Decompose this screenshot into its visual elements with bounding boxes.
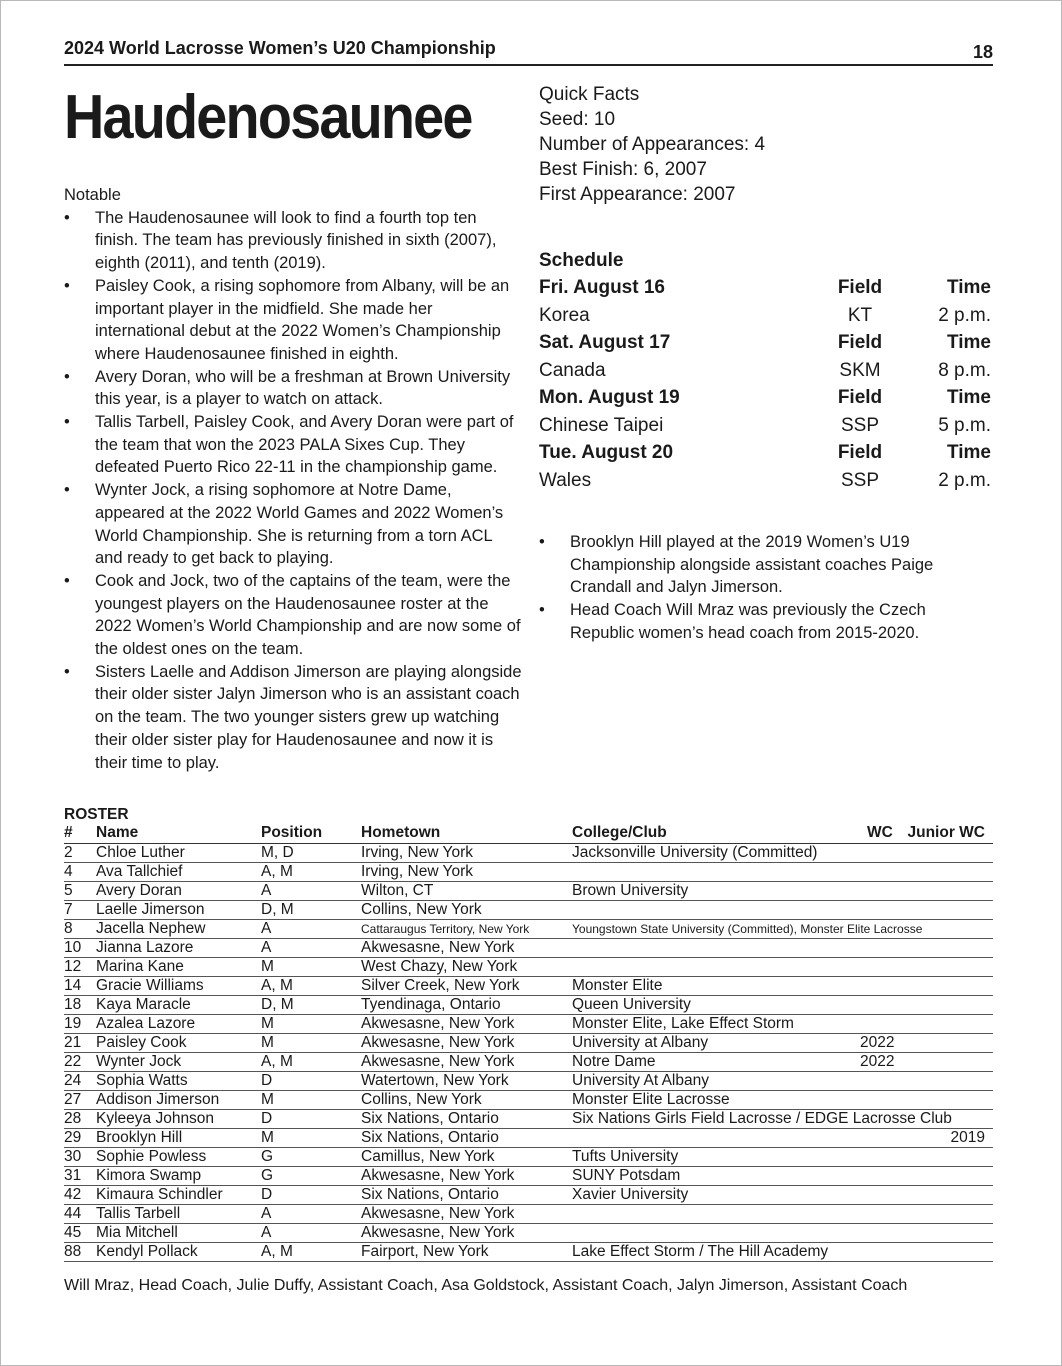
fact-seed: Seed: 10: [539, 109, 616, 130]
col-wc: WC: [867, 824, 893, 841]
schedule-opponent: Wales: [539, 469, 592, 491]
player-position: A, M: [261, 977, 293, 994]
player-name: Jianna Lazore: [96, 939, 194, 956]
roster-row: [64, 996, 993, 1015]
player-hometown: Tyendinaga, Ontario: [361, 996, 501, 1013]
player-position: D: [261, 1072, 273, 1089]
player-hometown: Silver Creek, New York: [361, 977, 520, 994]
player-hometown: Akwesasne, New York: [361, 1205, 515, 1222]
schedule-field-label: Field: [837, 387, 883, 408]
roster-row: [64, 1129, 993, 1148]
roster-row: [64, 901, 993, 920]
schedule-date-row: [539, 439, 991, 467]
player-position: A: [261, 882, 272, 899]
player-position: A, M: [261, 863, 293, 880]
schedule-field: SSP: [840, 469, 880, 491]
schedule-date: Mon. August 19: [539, 387, 680, 408]
player-number: 44: [64, 1205, 82, 1222]
player-name: Kyleeya Johnson: [96, 1110, 215, 1127]
roster-row: [64, 1243, 993, 1262]
player-position: M: [261, 1015, 274, 1032]
player-hometown: Cattaraugus Territory, New York: [361, 922, 530, 936]
player-number: 21: [64, 1034, 82, 1051]
col-position: Position: [261, 824, 323, 841]
schedule-date-row: [539, 384, 991, 412]
player-number: 30: [64, 1148, 82, 1165]
player-position: A: [261, 1205, 272, 1222]
schedule-time: 5 p.m.: [938, 414, 991, 436]
player-position: A: [261, 1224, 272, 1241]
roster-table: [64, 806, 993, 1262]
player-number: 12: [64, 958, 82, 975]
notable-item: • Avery Doran, who will be a freshman at Brown University this year, is a player to watch on attack.: [64, 366, 524, 411]
roster-row: [64, 1091, 993, 1110]
player-hometown: Akwesasne, New York: [361, 1224, 515, 1241]
schedule-field: KT: [847, 304, 873, 326]
schedule-field-label: Field: [837, 277, 883, 298]
player-number: 5: [64, 882, 73, 899]
player-name: Kimora Swamp: [96, 1167, 202, 1184]
notable-item: • Sisters Laelle and Addison Jimerson are playing alongside their older sister Jalyn Jimerson who is an assistant coach on the team. The two younger sisters grew up watching their older sister play for Haudenosaunee and now it is their time to play.: [64, 661, 524, 775]
player-name: Addison Jimerson: [96, 1091, 220, 1108]
player-hometown: Akwesasne, New York: [361, 1167, 515, 1184]
schedule-time: 2 p.m.: [938, 469, 991, 491]
player-position: G: [261, 1148, 274, 1165]
player-number: 4: [64, 863, 73, 880]
player-college: Six Nations Girls Field Lacrosse / EDGE Lacrosse Club: [572, 1110, 952, 1127]
roster-row: [64, 1224, 993, 1243]
player-wc: 2022: [860, 1034, 895, 1051]
player-name: Laelle Jimerson: [96, 901, 205, 918]
schedule-date: Fri. August 16: [539, 277, 665, 298]
player-number: 22: [64, 1053, 82, 1070]
roster-row: [64, 1015, 993, 1034]
player-college: Monster Elite, Lake Effect Storm: [572, 1015, 794, 1032]
notable-section: [64, 184, 524, 774]
additional-notes-list: [539, 531, 959, 645]
player-name: Marina Kane: [96, 958, 184, 975]
roster-row: [64, 1186, 993, 1205]
schedule-time: 2 p.m.: [938, 304, 991, 326]
roster-row: [64, 958, 993, 977]
schedule-time-label: Time: [946, 387, 991, 408]
schedule-game-row: [539, 302, 991, 330]
player-college: Queen University: [572, 996, 691, 1013]
roster-header-row: [64, 823, 993, 844]
player-college: Monster Elite Lacrosse: [572, 1091, 730, 1108]
schedule: [539, 248, 991, 494]
fact-best-finish: Best Finish: 6, 2007: [539, 159, 707, 180]
player-name: Kaya Maracle: [96, 996, 191, 1013]
player-name: Kendyl Pollack: [96, 1243, 198, 1260]
player-college: Monster Elite: [572, 977, 663, 994]
schedule-time-label: Time: [946, 277, 991, 298]
additional-note: • Brooklyn Hill played at the 2019 Women’s U19 Championship alongside assistant coaches Paige Crandall and Jalyn Jimerson.: [539, 531, 959, 599]
player-name: Mia Mitchell: [96, 1224, 178, 1241]
player-name: Ava Tallchief: [96, 863, 183, 880]
player-name: Brooklyn Hill: [96, 1129, 183, 1146]
player-hometown: Watertown, New York: [361, 1072, 509, 1089]
player-name: Avery Doran: [96, 882, 182, 899]
roster-row: [64, 1148, 993, 1167]
player-position: M: [261, 1129, 274, 1146]
player-number: 14: [64, 977, 82, 994]
player-name: Paisley Cook: [96, 1034, 187, 1051]
player-position: D, M: [261, 996, 294, 1013]
player-college: Notre Dame: [572, 1053, 656, 1070]
player-hometown: Akwesasne, New York: [361, 939, 515, 956]
page-header: [64, 38, 993, 66]
col-hometown: Hometown: [361, 824, 441, 841]
roster-row: [64, 1053, 993, 1072]
player-college: Brown University: [572, 882, 689, 899]
player-number: 31: [64, 1167, 82, 1184]
coaching-staff: Will Mraz, Head Coach, Julie Duffy, Assistant Coach, Asa Goldstock, Assistant Coach, Jalyn Jimerson, Assistant Coach: [64, 1277, 908, 1294]
roster-row: [64, 1167, 993, 1186]
player-position: A: [261, 920, 272, 937]
player-college: Jacksonville University (Committed): [572, 844, 818, 861]
player-name: Sophie Powless: [96, 1148, 207, 1165]
player-number: 42: [64, 1186, 82, 1203]
player-name: Kimaura Schindler: [96, 1186, 223, 1203]
player-number: 24: [64, 1072, 82, 1089]
col-name: Name: [96, 824, 139, 841]
player-hometown: Wilton, CT: [361, 882, 434, 899]
player-number: 29: [64, 1129, 82, 1146]
additional-notes: [539, 531, 959, 645]
roster-row: [64, 920, 993, 939]
player-position: M: [261, 1091, 274, 1108]
roster-row: [64, 1110, 993, 1129]
schedule-field-label: Field: [837, 332, 883, 353]
player-wc: 2022: [860, 1053, 895, 1070]
player-college: Lake Effect Storm / The Hill Academy: [572, 1243, 829, 1260]
player-hometown: Six Nations, Ontario: [361, 1129, 499, 1146]
player-college: University at Albany: [572, 1034, 709, 1051]
player-number: 19: [64, 1015, 82, 1032]
player-name: Gracie Williams: [96, 977, 204, 994]
player-position: A, M: [261, 1243, 293, 1260]
player-name: Sophia Watts: [96, 1072, 188, 1089]
schedule-time: 8 p.m.: [938, 359, 991, 381]
schedule-date: Sat. August 17: [539, 332, 671, 353]
player-name: Tallis Tarbell: [96, 1205, 181, 1222]
notable-label: Notable: [64, 186, 121, 204]
schedule-title: Schedule: [539, 250, 624, 271]
roster-row: [64, 1205, 993, 1224]
player-position: A, M: [261, 1053, 293, 1070]
schedule-field-label: Field: [837, 442, 883, 463]
player-name: Wynter Jock: [96, 1053, 182, 1070]
roster-row: [64, 1072, 993, 1091]
player-position: G: [261, 1167, 274, 1184]
schedule-time-label: Time: [946, 442, 991, 463]
roster-row: [64, 863, 993, 882]
schedule-opponent: Korea: [539, 304, 590, 326]
player-position: D: [261, 1186, 273, 1203]
player-hometown: Six Nations, Ontario: [361, 1110, 499, 1127]
player-position: M: [261, 958, 274, 975]
player-hometown: Six Nations, Ontario: [361, 1186, 499, 1203]
notable-item: • The Haudenosaunee will look to find a fourth top ten finish. The team has previously finished in sixth (2007), eighth (2011), and tenth (2019).: [64, 207, 524, 275]
schedule-field: SSP: [840, 414, 880, 436]
fact-first-appearance: First Appearance: 2007: [539, 184, 736, 205]
roster-row: [64, 977, 993, 996]
notable-item: • Tallis Tarbell, Paisley Cook, and Avery Doran were part of the team that won the 2023 PALA Sixes Cup. They defeated Puerto Rico 22-11 in the championship game.: [64, 411, 524, 479]
additional-note: • Head Coach Will Mraz was previously the Czech Republic women’s head coach from 2015-2020.: [539, 599, 959, 644]
player-hometown: Camillus, New York: [361, 1148, 495, 1165]
player-position: A: [261, 939, 272, 956]
col-num: #: [64, 824, 73, 841]
player-junior-wc: 2019: [950, 1129, 985, 1146]
roster-title: ROSTER: [64, 806, 129, 823]
player-name: Azalea Lazore: [96, 1015, 196, 1032]
player-number: 8: [64, 920, 73, 937]
player-hometown: West Chazy, New York: [361, 958, 518, 975]
player-hometown: Irving, New York: [361, 863, 473, 880]
player-college: Xavier University: [572, 1186, 689, 1203]
roster-row: [64, 844, 993, 863]
page-number: 18: [972, 42, 993, 62]
schedule-game-row: [539, 412, 991, 440]
player-hometown: Collins, New York: [361, 1091, 482, 1108]
player-hometown: Akwesasne, New York: [361, 1053, 515, 1070]
player-hometown: Akwesasne, New York: [361, 1015, 515, 1032]
player-hometown: Collins, New York: [361, 901, 482, 918]
roster-row: [64, 1034, 993, 1053]
player-number: 10: [64, 939, 82, 956]
player-number: 28: [64, 1110, 82, 1127]
player-college: Youngstown State University (Committed), Monster Elite Lacrosse: [572, 922, 923, 936]
schedule-opponent: Canada: [539, 359, 606, 381]
player-number: 7: [64, 901, 73, 918]
notable-item: • Wynter Jock, a rising sophomore at Notre Dame, appeared at the 2022 World Games and 2022 Women’s World Championship. She is returning from a torn ACL and ready to get back to playing.: [64, 479, 524, 570]
schedule-date: Tue. August 20: [539, 442, 674, 463]
player-college: SUNY Potsdam: [572, 1167, 681, 1184]
player-number: 88: [64, 1243, 82, 1260]
player-number: 18: [64, 996, 82, 1013]
player-college: University At Albany: [572, 1072, 709, 1089]
roster-row: [64, 939, 993, 958]
col-college: College/Club: [572, 824, 667, 841]
team-name: Haudenosaunee: [64, 83, 472, 152]
player-name: Chloe Luther: [96, 844, 185, 861]
notable-item: • Paisley Cook, a rising sophomore from Albany, will be an important player in the midfield. She made her international debut at the 2022 Women’s Championship where Haudenosaunee finished in eighth.: [64, 275, 524, 366]
schedule-game-row: [539, 357, 991, 385]
schedule-date-row: [539, 329, 991, 357]
player-college: Tufts University: [572, 1148, 679, 1165]
schedule-date-row: [539, 274, 991, 302]
player-position: D, M: [261, 901, 294, 918]
player-position: D: [261, 1110, 273, 1127]
col-junior-wc: Junior WC: [907, 824, 985, 841]
header-title: 2024 World Lacrosse Women’s U20 Championship: [64, 38, 496, 58]
player-number: 45: [64, 1224, 82, 1241]
notable-item: • Cook and Jock, two of the captains of the team, were the youngest players on the Haudenosaunee roster at the 2022 Women’s World Championship and are now some of the oldest ones on the team.: [64, 570, 524, 661]
notable-list: [64, 207, 524, 775]
player-number: 2: [64, 844, 73, 861]
schedule-game-row: [539, 467, 991, 495]
schedule-opponent: Chinese Taipei: [539, 414, 664, 436]
player-hometown: Akwesasne, New York: [361, 1034, 515, 1051]
player-position: M, D: [261, 844, 294, 861]
player-hometown: Irving, New York: [361, 844, 473, 861]
player-position: M: [261, 1034, 274, 1051]
roster-row: [64, 882, 993, 901]
quick-facts: [539, 82, 765, 207]
quick-facts-heading: Quick Facts: [539, 84, 640, 105]
player-hometown: Fairport, New York: [361, 1243, 489, 1260]
player-number: 27: [64, 1091, 82, 1108]
player-name: Jacella Nephew: [96, 920, 206, 937]
schedule-field: SKM: [839, 359, 881, 381]
schedule-time-label: Time: [946, 332, 991, 353]
fact-appearances: Number of Appearances: 4: [539, 134, 766, 155]
